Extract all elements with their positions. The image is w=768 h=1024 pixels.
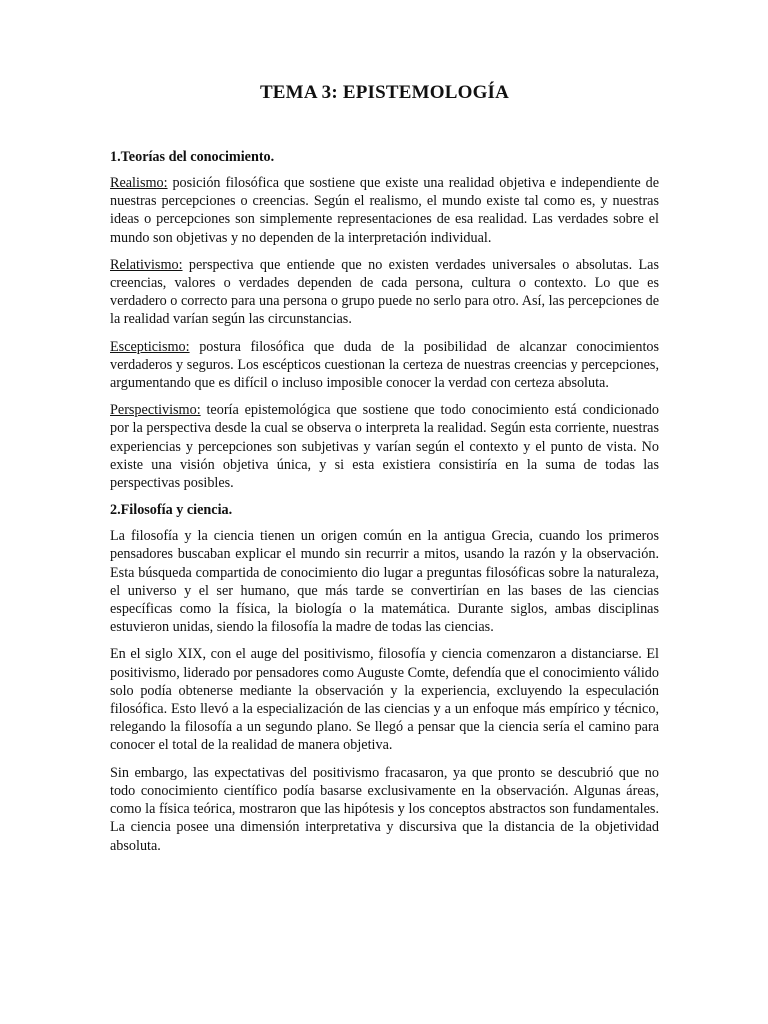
term-perspectivismo: Perspectivismo: [110,402,201,419]
entry-escepticismo [110,338,659,393]
entry-perspectivismo [110,401,659,492]
document-title: TEMA 3: EPISTEMOLOGÍA [259,82,510,103]
entry-realismo [110,174,659,247]
paragraph-positivism: En el siglo XIX, con el auge del positivismo, filosofía y ciencia comenzaron a distanciarse. El positivismo, liderado por pensadores como Auguste Comte, defendía que el conocimiento válido solo podía obtenerse mediante la observación y la experiencia, excluyendo la especulación filosófica. Esto llevó a la especialización de las ciencias y a un enfoque más empírico y técnico, relegando la filosofía a un segundo plano. Se llegó a pensar que la ciencia sería el camino para conocer el total de la realidad de manera objetiva. [110,646,659,754]
term-escepticismo: Escepticismo: [110,338,190,355]
term-realismo: Realismo: [110,175,168,191]
term-relativismo: Relativismo: [110,256,183,273]
section-heading-theories: 1.Teorías del conocimiento. [110,149,275,165]
definition-realismo: posición filosófica que sostiene que existe una realidad objetiva e independiente de nuestras percepciones o creencias. Según el realismo, el mundo existe tal como es, y nuestras ideas o percepciones son simplemente representaciones de esa realidad. Las verdades sobre el mundo son objetivas y no dependen de la interpretación individual. [110,175,659,246]
document-page [110,82,659,864]
paragraph-failure: Sin embargo, las expectativas del positivismo fracasaron, ya que pronto se descubrió que no todo conocimiento científico podía basarse exclusivamente en la observación. Algunas áreas, como la física teórica, mostraron que las hipótesis y los conceptos abstractos son fundamentales. La ciencia posee una dimensión interpretativa y discursiva que la distancia de la objetividad absoluta. [110,764,659,854]
entry-relativismo [110,256,659,329]
section-heading-philosophy-science: 2.Filosofía y ciencia. [110,502,233,519]
definition-perspectivismo: teoría epistemológica que sostiene que todo conocimiento está condicionado por la perspectiva desde la cual se observa o interpreta la realidad. Según esta corriente, nuestras experiencias y percepciones son subjetivas y varían según el contexto y el punto de vista. No existe una visión objetiva única, y si esta existiera consistiría en la suma de todas las perspectivas posibles. [110,402,659,492]
paragraph-origin: La filosofía y la ciencia tienen un origen común en la antigua Grecia, cuando los primeros pensadores buscaban explicar el mundo sin recurrir a mitos, usando la razón y la observación. Esta búsqueda compartida de conocimiento dio lugar a preguntas filosóficas sobre la naturaleza, el universo y el ser humano, que más tarde se convertirían en las bases de las ciencias específicas como la física, la biología o la matemática. Durante siglos, ambas disciplinas estuvieron unidas, siendo la filosofía la madre de todas las ciencias. [110,528,659,636]
definition-relativismo: perspectiva que entiende que no existen verdades universales o absolutas. Las creencias, valores o verdades dependen de cada persona, cultura o contexto. Lo que es verdadero o correcto para una persona o grupo puede no serlo para otro. Así, las percepciones de la realidad varían según las circunstancias. [110,256,659,328]
definition-escepticismo: postura filosófica que duda de la posibilidad de alcanzar conocimientos verdaderos y seguros. Los escépticos cuestionan la certeza de nuestras creencias y percepciones, argumentando que es difícil o incluso imposible conocer la verdad con certeza absoluta. [110,338,659,392]
